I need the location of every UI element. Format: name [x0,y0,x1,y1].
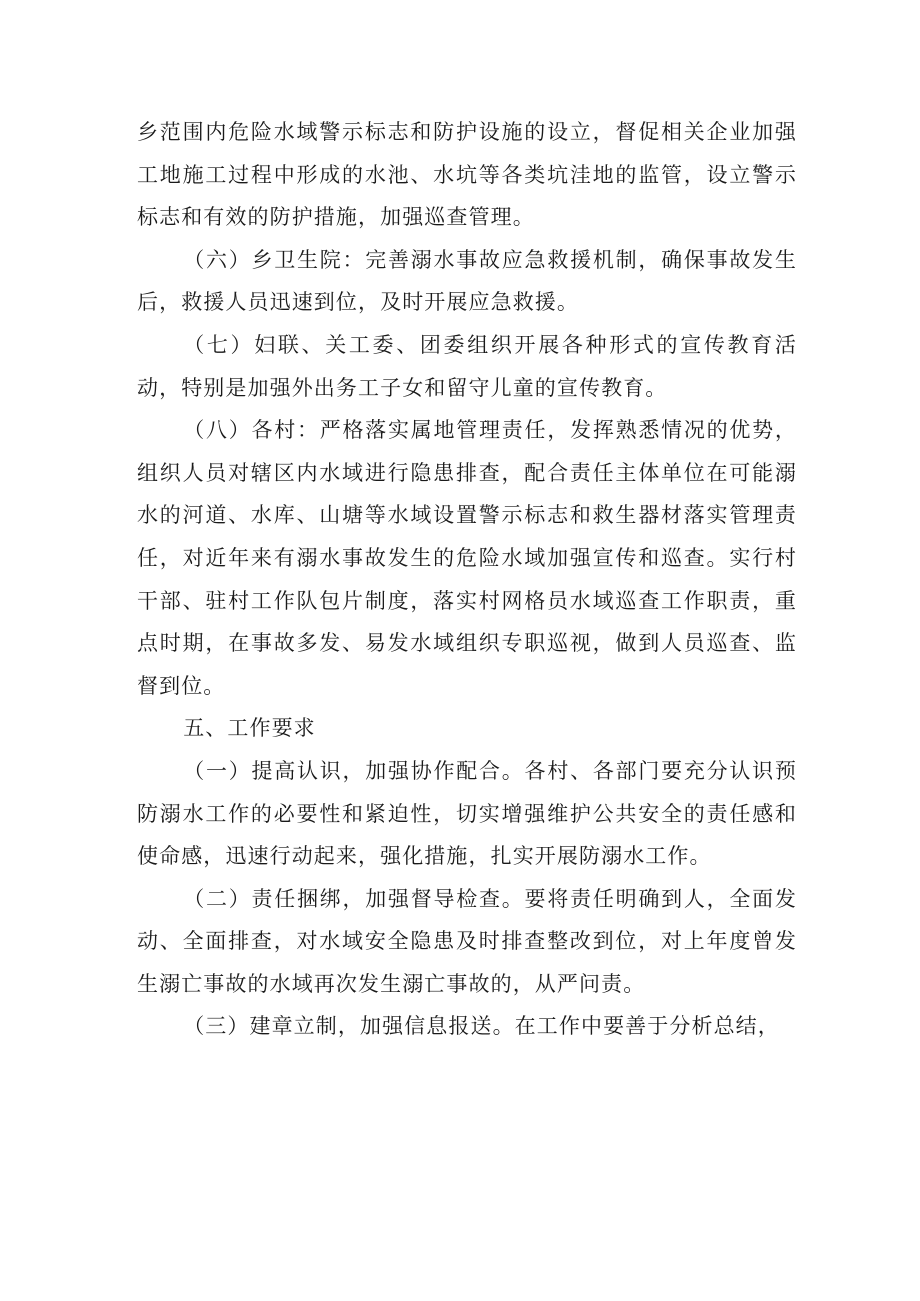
paragraph-responsibility: （二）责任捆绑，加强督导检查。要将责任明确到人，全面发动、全面排查，对水域安全隐患及时排查整改到位，对上年度曾发生溺亡事故的水域再次发生溺亡事故的，从严问责。 [137,886,797,996]
document-body [137,111,797,1048]
paragraph-continuation: 乡范围内危险水域警示标志和防护设施的设立，督促相关企业加强工地施工过程中形成的水池、水坑等各类坑洼地的监管，设立警示标志和有效的防护措施，加强巡查管理。 [137,120,797,230]
paragraph-womens-federation: （七）妇联、关工委、团委组织开展各种形式的宣传教育活动，特别是加强外出务工子女和留守儿童的宣传教育。 [137,332,797,400]
section-heading-work-requirements: 五、工作要求 [183,716,316,741]
paragraph-health-center: （六）乡卫生院：完善溺水事故应急救援机制，确保事故发生后，救援人员迅速到位，及时开展应急救援。 [137,247,797,315]
paragraph-information-reporting: （三）建章立制，加强信息报送。在工作中要善于分析总结， [183,1014,780,1039]
paragraph-raise-awareness: （一）提高认识，加强协作配合。各村、各部门要充分认识预防溺水工作的必要性和紧迫性，切实增强维护公共安全的责任感和使命感，迅速行动起来，强化措施，扎实开展防溺水工作。 [137,758,797,869]
paragraph-villages: （八）各村：严格落实属地管理责任，发挥熟悉情况的优势，组织人员对辖区内水域进行隐患排查，配合责任主体单位在可能溺水的河道、水库、山塘等水域设置警示标志和救生器材落实管理责任，对近年来有溺水事故发生的危险水域加强宣传和巡查。实行村干部、驻村工作队包片制度，落实村网格员水域巡查工作职责，重点时期，在事故多发、易发水域组织专职巡视，做到人员巡查、监督到位。 [137,418,797,698]
